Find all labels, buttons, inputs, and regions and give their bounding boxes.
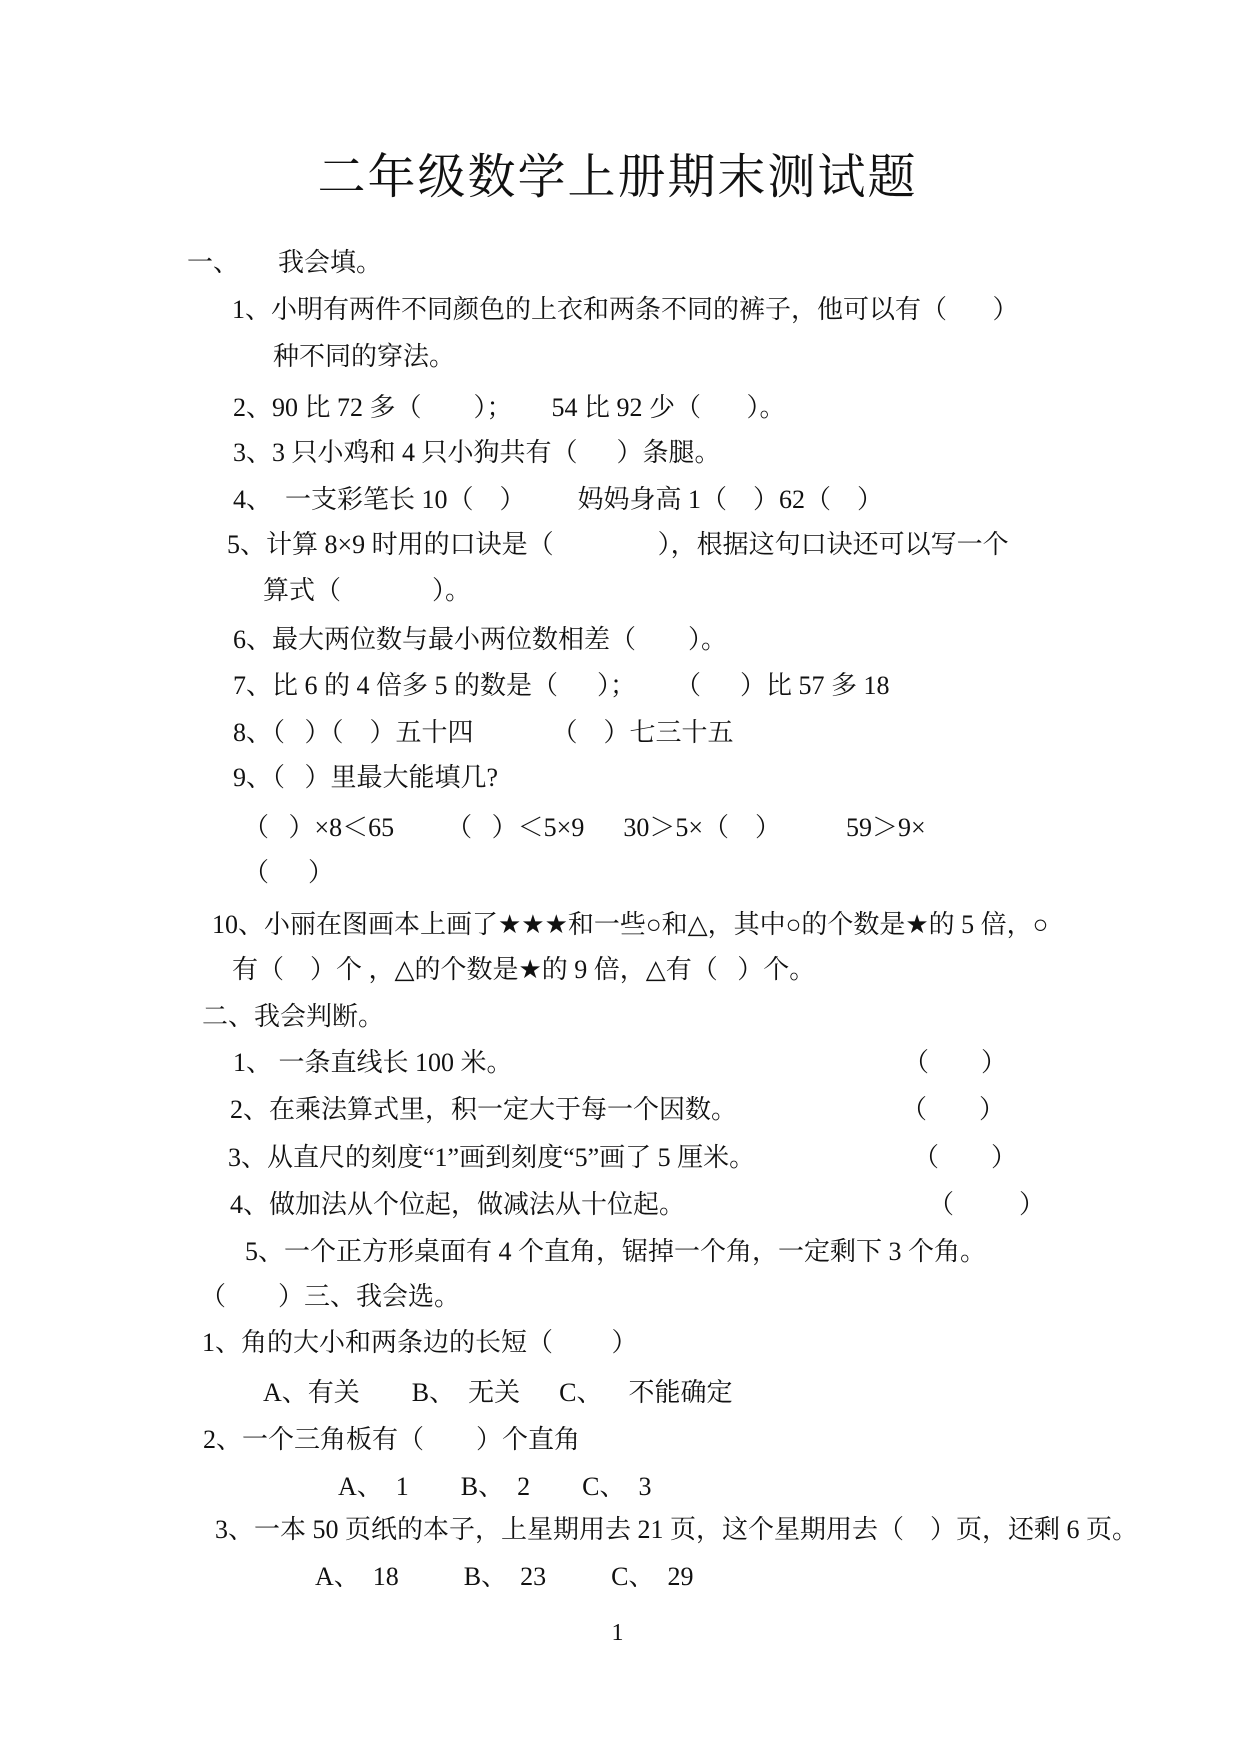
choose-question-1-options: A、有关 B、 无关 C、 不能确定	[263, 1378, 733, 1407]
choose-question-3-options: A、 18 B、 23 C、 29	[315, 1562, 694, 1591]
fill-question-4: 4、 一支彩笔长 10（ ） 妈妈身高 1（ ）62（ ）	[233, 485, 884, 514]
fill-question-2: 2、90 比 72 多（ ）； 54 比 92 少（ ）。	[233, 393, 786, 422]
judge-item-4-answer-bracket: （ ）	[928, 1190, 1046, 1219]
section-choose-heading: （ ）三、我会选。	[200, 1282, 461, 1311]
fill-question-10-line-1: 10、小丽在图画本上画了★★★和一些○和△，其中○的个数是★的 5 倍，○	[212, 910, 1049, 939]
judge-item-5-text: 5、一个正方形桌面有 4 个直角，锯掉一个角，一定剩下 3 个角。	[245, 1237, 987, 1266]
page-number: 1	[611, 1620, 624, 1646]
fill-question-7: 7、比 6 的 4 倍多 5 的数是（ ）； （ ）比 57 多 18	[233, 671, 890, 700]
fill-question-9-bracket: （ ）	[243, 858, 335, 887]
judge-item-4-text: 4、做加法从个位起，做减法从十位起。	[230, 1190, 686, 1219]
fill-question-3: 3、3 只小鸡和 4 只小狗共有（ ）条腿。	[233, 438, 721, 467]
judge-item-1-text: 1、 一条直线长 100 米。	[233, 1048, 513, 1077]
fill-question-8: 8、（ ）（ ）五十四 （ ）七三十五	[233, 718, 734, 747]
fill-question-6: 6、最大两位数与最小两位数相差（ ）。	[233, 625, 728, 654]
section-fill-heading: 一、 我会填。	[187, 248, 383, 277]
judge-item-2-text: 2、在乘法算式里，积一定大于每一个因数。	[230, 1095, 738, 1124]
fill-question-5-line-2: 算式（ ）。	[263, 576, 472, 605]
choose-question-1: 1、角的大小和两条边的长短（ ）	[202, 1328, 638, 1357]
judge-item-1-answer-bracket: （ ）	[903, 1048, 1008, 1077]
choose-question-2: 2、一个三角板有（ ）个直角	[203, 1425, 581, 1454]
choose-question-2-options: A、 1 B、 2 C、 3	[338, 1472, 652, 1501]
fill-question-5-line-1: 5、计算 8×9 时用的口诀是（ ），根据这句口诀还可以写一个	[227, 530, 1009, 559]
choose-question-3: 3、一本 50 页纸的本子，上星期用去 21 页，这个星期用去（ ）页，还剩 6 页。	[215, 1515, 1139, 1544]
judge-item-3-answer-bracket: （ ）	[913, 1143, 1018, 1172]
judge-item-2-answer-bracket: （ ）	[901, 1095, 1006, 1124]
fill-question-10-line-2: 有（ ）个 ，△的个数是★的 9 倍，△有（ ）个。	[232, 955, 816, 984]
section-judge-heading: 二、我会判断。	[202, 1002, 385, 1031]
document-title: 二年级数学上册期末测试题	[317, 151, 918, 204]
judge-item-3-text: 3、从直尺的刻度“1”画到刻度“5”画了 5 厘米。	[228, 1143, 756, 1172]
fill-question-9-inequalities: （ ）×8＜65 （ ）＜5×9 30＞5×（ ） 59＞9×	[243, 813, 926, 842]
fill-question-1-line-2: 种不同的穿法。	[273, 342, 456, 371]
fill-question-9: 9、（ ）里最大能填几?	[233, 763, 499, 792]
fill-question-1-line-1: 1、小明有两件不同颜色的上衣和两条不同的裤子，他可以有（ ）	[232, 295, 1019, 324]
